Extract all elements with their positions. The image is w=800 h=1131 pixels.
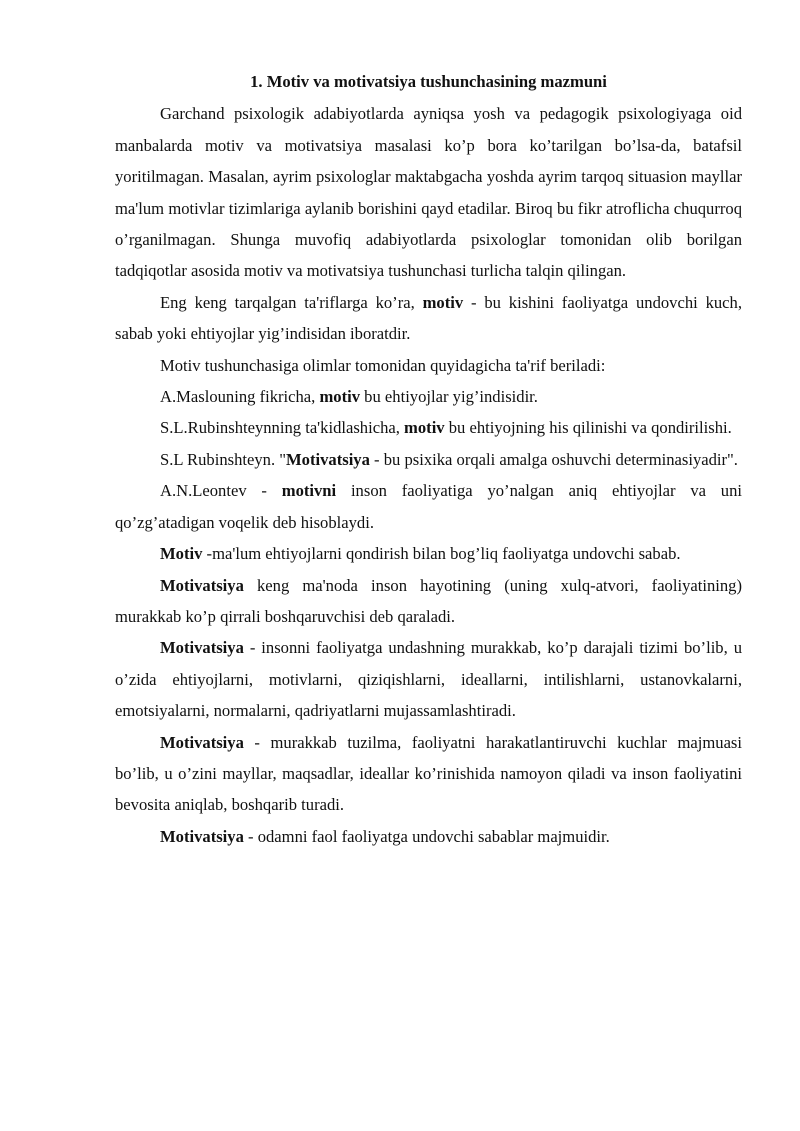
paragraph: Motivatsiya keng ma'noda inson hayotining (uning xulq-atvori, faoliyatining) murakkab ko’p qirrali boshqaruvchisi deb qaraladi. [115, 575, 742, 626]
paragraph: Motiv tushunchasiga olimlar tomonidan quyidagicha ta'rif beriladi: [160, 355, 606, 375]
paragraph: Eng keng tarqalgan ta'riflarga ko’ra, motiv - bu kishini faoliyatga undovchi kuch, sabab yoki ehtiyojlar yig’indisidan iboratdir. [115, 292, 742, 344]
paragraph: Motiv -ma'lum ehtiyojlarni qondirish bilan bog’liq faoliyatga undovchi sabab. [160, 544, 681, 564]
paragraph: Motivatsiya - insonni faoliyatga undashning murakkab, ko’p darajali tizimi bo’lib, u o’zida ehtiyojlarni, motivlarni, qiziqishlarni, ideallarni, intilishlarni, ustanovkalarni, emotsiyalarni, normalarni, qadriyatlarni mujassamlashtiradi. [115, 638, 742, 721]
section-heading: 1. Motiv va motivatsiya tushunchasining mazmuni [250, 72, 607, 91]
paragraph: S.L Rubinshteyn. "Motivatsiya - bu psixika orqali amalga oshuvchi determinasiyadir". [160, 449, 738, 469]
paragraph: S.L.Rubinshteynning ta'kidlashicha, motiv bu ehtiyojning his qilinishi va qondirilishi. [160, 418, 732, 438]
paragraph: Motivatsiya - odamni faol faoliyatga undovchi sabablar majmuidir. [160, 826, 610, 846]
paragraph: Motivatsiya - murakkab tuzilma, faoliyatni harakatlantiruvchi kuchlar majmuasi bo’lib, u o’zini mayllar, maqsadlar, ideallar ko’rinishida namoyon qiladi va inson faoliyatini bevosita aniqlab, boshqarib turadi. [115, 732, 742, 815]
paragraph: A.Maslouning fikricha, motiv bu ehtiyojlar yig’indisidir. [160, 387, 538, 407]
paragraph: A.N.Leontev - motivni inson faoliyatiga yo’nalgan aniq ehtiyojlar va uni qo’zg’atadigan voqelik deb hisoblaydi. [115, 481, 742, 532]
paragraph: Garchand psixologik adabiyotlarda ayniqsa yosh va pedagogik psixologiyaga oid manbalarda motiv va motivatsiya masalasi ko’p bora ko’tarilgan bo’lsa-da, batafsil yoritilmagan. Masalan, ayrim psixologlar maktabgacha yoshda ayrim tarqoq situasion mayllar ma'lum motivlar tizimlariga aylanib borishini qayd etadilar. Biroq bu fikr atroflicha chuqurroq o’rganilmagan. Shunga muvofiq adabiyotlarda psixologlar tomonidan olib borilgan tadqiqotlar asosida motiv va motivatsiya tushunchasi turlicha talqin qilingan. [115, 104, 742, 281]
